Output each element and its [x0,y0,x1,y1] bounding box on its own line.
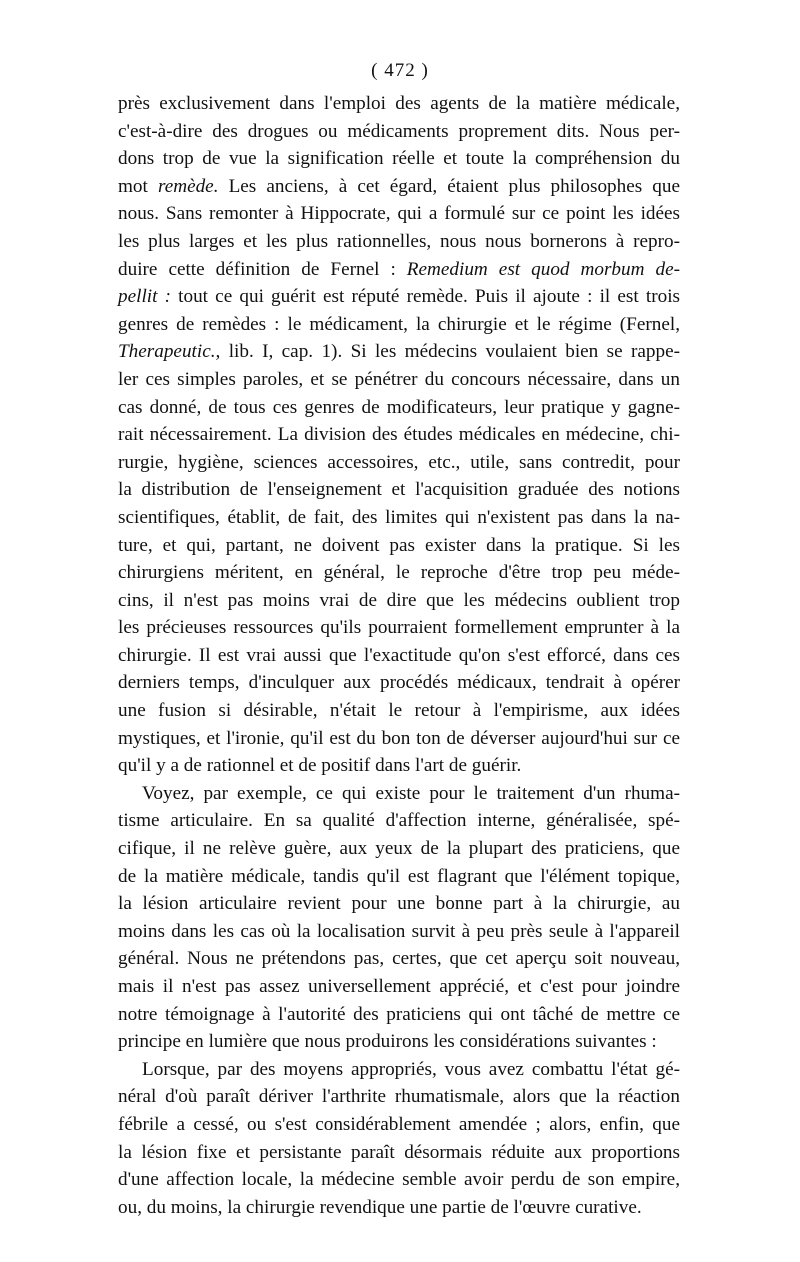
text-line: d'une affection locale, la médecine semble avoir perdu de son empire, [118,1169,680,1191]
paragraph [118,780,680,1056]
text-line: nous. Sans remonter à Hippocrate, qui a formulé sur ce point les idées [118,203,680,225]
italic-term: Remedium est quod morbum de- [406,258,680,280]
text-line: qu'il y a de rationnel et de positif dans l'art de guérir. [118,755,522,777]
text-line: chirurgiens méritent, en général, le reproche d'être trop peu méde- [118,562,680,584]
text-line: néral d'où paraît dériver l'arthrite rhumatismale, alors que la réaction [118,1086,680,1108]
text-line: scientifiques, établit, de fait, des limites qui n'existent pas dans la na- [118,506,680,528]
text-line: la lésion fixe et persistante paraît désormais réduite aux proportions [118,1141,680,1163]
text-line: genres de remèdes : le médicament, la chirurgie et le régime (Fernel, [118,313,680,335]
text-line: cas donné, de tous ces genres de modificateurs, leur pratique y gagne- [118,396,680,418]
text-line: mais il n'est pas assez universellement apprécié, et c'est pour joindre [118,976,680,997]
paragraph [118,1056,680,1222]
text-line: général. Nous ne prétendons pas, certes, que cet aperçu soit nouveau, [118,948,680,970]
text-line: cins, il n'est pas moins vrai de dire que les médecins oublient trop [118,589,680,611]
text-line: pellit : tout ce qui guérit est réputé remède. Puis il ajoute : il est trois [118,286,680,308]
text-line: notre témoignage à l'autorité des praticiens qui ont tâché de mettre ce [118,1003,680,1025]
text-line: près exclusivement dans l'emploi des agents de la matière médicale, [118,93,680,114]
text-line: rait nécessairement. La division des études médicales en médecine, chi- [118,424,680,446]
text-line: ou, du moins, la chirurgie revendique une partie de l'œuvre curative. [118,1196,642,1218]
italic-term: Therapeutic., [118,341,221,363]
text-line: derniers temps, d'inculquer aux procédés médicaux, tendrait à opérer [118,672,680,694]
text-line: ture, et qui, partant, ne doivent pas exister dans la pratique. Si les [118,534,680,556]
text-line: dons trop de vue la signification réelle et toute la compréhension du [118,148,680,170]
text-line: fébrile a cessé, ou s'est considérablement amendée ; alors, enfin, que [118,1113,680,1135]
text-line: duire cette définition de Fernel : Remedium est quod morbum de- [118,258,680,280]
text-line: rurgie, hygiène, sciences accessoires, etc., utile, sans contredit, pour [118,451,680,473]
italic-term: pellit : [118,286,171,308]
text-line: ler ces simples paroles, et se pénétrer du concours nécessaire, dans un [118,368,680,390]
text-line: moins dans les cas où la localisation survit à peu près seule à l'appareil [118,920,680,942]
text-line: chirurgie. Il est vrai aussi que l'exactitude qu'on s'est efforcé, dans ces [118,644,680,666]
text-line: la lésion articulaire revient pour une bonne part à la chirurgie, au [118,893,680,915]
italic-term: remède. [157,175,219,197]
text-line: Voyez, par exemple, ce qui existe pour le traitement d'un rhuma- [142,782,680,804]
text-line: Therapeutic., lib. I, cap. 1). Si les médecins voulaient bien se rappe- [118,341,680,363]
text-line: les précieuses ressources qu'ils pourraient formellement emprunter à la [118,617,680,639]
page-number: ( 472 ) [371,60,429,81]
text-line: les plus larges et les plus rationnelles, nous nous bornerons à repro- [118,230,680,252]
text-line: Lorsque, par des moyens appropriés, vous avez combattu l'état gé- [142,1058,680,1080]
text-line: une fusion si désirable, n'était le retour à l'empirisme, aux idées [118,700,680,722]
text-line: mystiques, et l'ironie, qu'il est du bon ton de déverser aujourd'hui sur ce [118,727,680,749]
text-line: c'est-à-dire des drogues ou médicaments proprement dits. Nous per- [118,120,680,142]
text-line: cifique, il ne relève guère, aux yeux de la plupart des praticiens, que [118,838,680,860]
text-line: de la matière médicale, tandis qu'il est flagrant que l'élément topique, [118,865,680,887]
text-line: la distribution de l'enseignement et l'acquisition graduée des notions [118,479,680,501]
text-line: tisme articulaire. En sa qualité d'affection interne, généralisée, spé- [118,810,680,832]
text-line: principe en lumière que nous produirons les considérations suivantes : [118,1031,657,1053]
body-text [118,90,680,1221]
paragraph [118,90,680,780]
text-line: mot remède. Les anciens, à cet égard, étaient plus philosophes que [118,175,680,197]
